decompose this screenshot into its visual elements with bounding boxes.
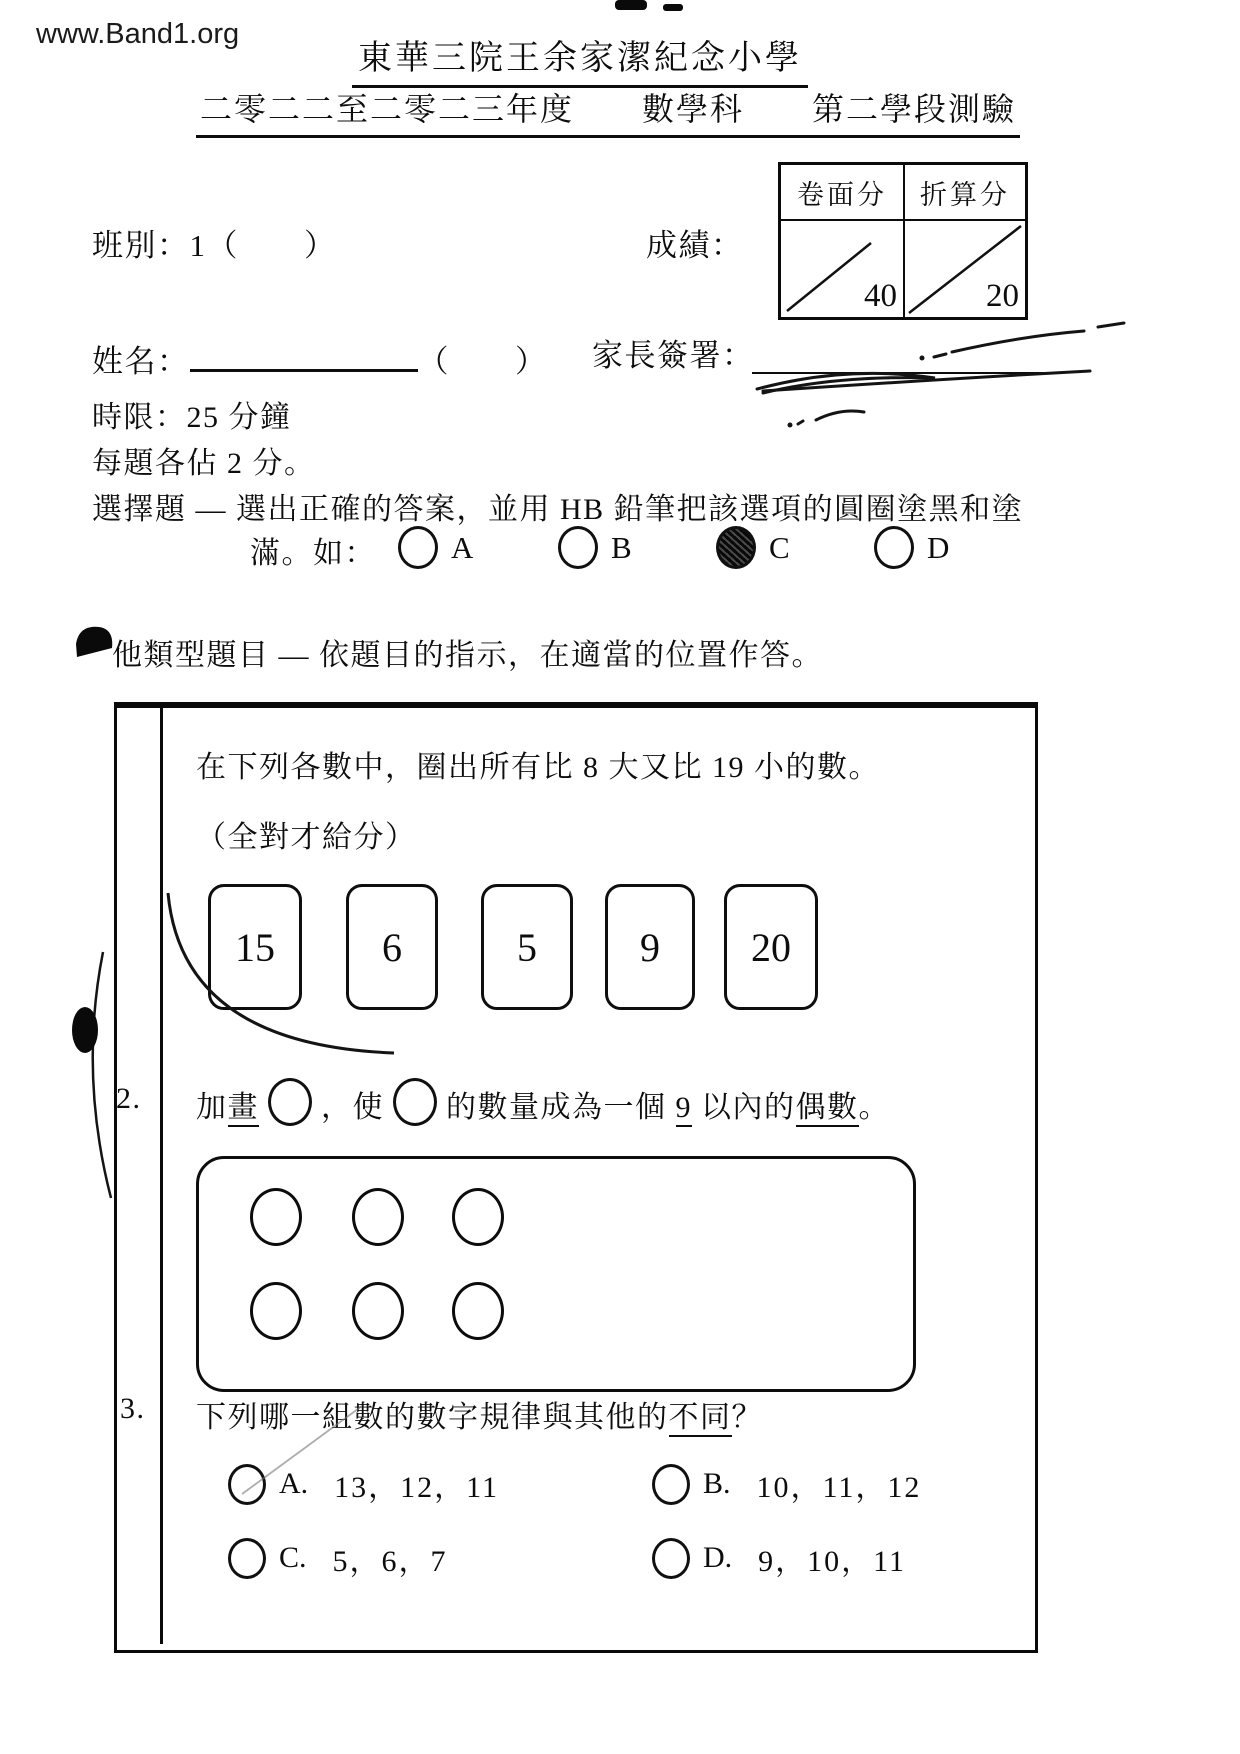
q2-text-part: 。 (858, 1091, 890, 1124)
q1-number-card (605, 884, 695, 1010)
q2-answer-box (196, 1156, 916, 1392)
name-blank (190, 369, 418, 372)
score-col-paper: 卷面分 (797, 179, 887, 210)
ink-blob (72, 1007, 98, 1053)
margin-curve (93, 952, 111, 1198)
question-number-divider (160, 702, 163, 1644)
circle-glyph-icon (393, 1078, 437, 1126)
score-cell-paper (781, 219, 903, 317)
ink-blob (76, 627, 112, 657)
card-value: 15 (235, 924, 275, 970)
watermark: www.Band1.org (36, 18, 240, 50)
example-option-d (874, 526, 949, 569)
answer-circle-icon (652, 1538, 690, 1579)
q1-note: （全對才給分） (196, 821, 417, 854)
q3-option-b (652, 1462, 921, 1506)
circle-glyph-icon (268, 1078, 312, 1126)
mc-instruction-line2-prefix: 滿。如： (250, 537, 376, 570)
scan-mark (663, 4, 683, 11)
q3-option-a (228, 1462, 499, 1506)
option-letter: C (769, 529, 790, 565)
card-value: 9 (640, 924, 660, 970)
per-question-marks: 每題各佔 2 分。 (92, 447, 316, 480)
filled-option-circle-icon (716, 526, 756, 569)
q2-text-part: 加 (196, 1091, 228, 1124)
q3-text-part: 下列哪一組數的數字規律與其他的 (196, 1401, 669, 1434)
card-value: 6 (382, 924, 402, 970)
school-title: 東華三院王余家潔紀念小學 (352, 30, 808, 88)
q3-option-c (228, 1536, 448, 1580)
name-line (92, 336, 548, 381)
q2-dot-circle (352, 1188, 404, 1246)
converted-max-score: 20 (986, 278, 1019, 314)
q3-text-part: ？ (731, 1401, 763, 1434)
q1-text: 在下列各數中，圈出所有比 8 大又比 19 小的數。 (196, 751, 880, 784)
example-option-b (558, 526, 632, 569)
parent-signature-scribble (757, 323, 1124, 428)
option-label: C. (279, 1541, 307, 1574)
q2-underlined-draw: 畫 (228, 1091, 260, 1127)
q3-option-d (652, 1536, 906, 1580)
option-circle-icon (874, 526, 914, 569)
option-value: 5，6，7 (332, 1545, 448, 1578)
option-letter: B (611, 529, 632, 565)
card-value: 5 (517, 924, 537, 970)
score-table (778, 162, 1028, 320)
q3-underlined-different: 不同 (669, 1401, 732, 1437)
option-value: 10，11，12 (756, 1471, 922, 1504)
card-value: 20 (751, 924, 791, 970)
time-limit: 時限：25 分鐘 (92, 401, 292, 434)
score-label: 成績： (646, 228, 744, 263)
answer-circle-icon (228, 1464, 266, 1505)
example-option-c-filled (716, 526, 790, 569)
q2-dot-circle (250, 1282, 302, 1340)
q2-dot-circle (250, 1188, 302, 1246)
option-circle-icon (558, 526, 598, 569)
q1-number-card (346, 884, 438, 1010)
q1-number-card (724, 884, 818, 1010)
other-instruction-line: 他類型題目 — 依題目的指示，在適當的位置作答。 (112, 639, 823, 672)
q2-underlined-9: 9 (676, 1091, 693, 1127)
answer-circle-icon (228, 1538, 266, 1579)
name-label: 姓名： (92, 344, 190, 379)
option-value: 9，10，11 (758, 1545, 907, 1578)
name-paren: （ ） (417, 344, 548, 379)
example-option-a (398, 526, 473, 569)
q1-number-card (208, 884, 302, 1010)
option-label: A. (279, 1467, 309, 1500)
q2-dot-circle (352, 1282, 404, 1340)
q3-text (196, 1392, 763, 1436)
q1-number-card (481, 884, 573, 1010)
option-label: D. (703, 1541, 733, 1574)
signature-line (752, 372, 1044, 374)
option-letter: A (451, 529, 474, 565)
q2-text-part: 的數量成為一個 (446, 1091, 676, 1124)
score-cell-converted (903, 219, 1025, 317)
parent-sign-label: 家長簽署： (592, 338, 755, 373)
paper-max-score: 40 (864, 278, 897, 314)
class-line: 班別：1（ ） (92, 228, 337, 263)
q2-dot-circle (452, 1188, 504, 1246)
q2-text-part: ，使 (321, 1091, 384, 1124)
option-circle-icon (398, 526, 438, 569)
exam-subtitle: 二零二二至二零二三年度 數學科 第二學段測驗 (196, 84, 1020, 138)
option-letter: D (927, 529, 950, 565)
q2-text (196, 1078, 890, 1126)
score-col-converted: 折算分 (903, 165, 1025, 219)
option-label: B. (703, 1467, 731, 1500)
q2-text-part: 以內的 (692, 1091, 796, 1124)
answer-circle-icon (652, 1464, 690, 1505)
mc-instruction-line1: 選擇題 — 選出正確的答案，並用 HB 鉛筆把該選項的圓圈塗黑和塗 (92, 493, 1024, 526)
q2-number: 2. (116, 1082, 142, 1115)
q2-underlined-even: 偶數 (796, 1091, 859, 1127)
q2-dot-circle (452, 1282, 504, 1340)
scan-mark (615, 0, 647, 10)
q3-number: 3. (120, 1392, 146, 1425)
option-value: 13，12，11 (334, 1471, 500, 1504)
